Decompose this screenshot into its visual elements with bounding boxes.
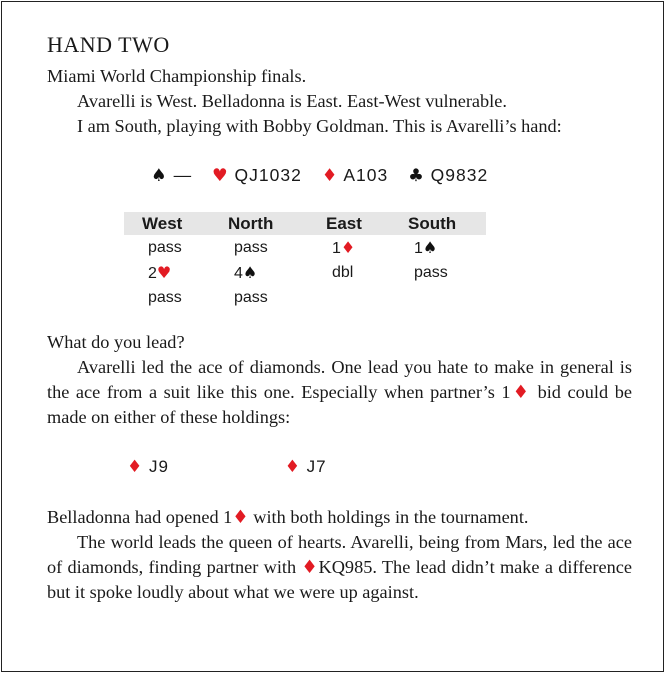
clubs-holding (408, 165, 488, 185)
page-content (47, 32, 632, 605)
hand-display (151, 163, 632, 188)
diamond-icon: ♦ (232, 507, 249, 528)
bid-cell: pass (148, 288, 182, 306)
diamond-icon: ♦ (340, 237, 356, 257)
seating-paragraph: Avarelli is West. Belladonna is East. East-West vulnerable. (77, 91, 507, 111)
spade-icon: ♠ (242, 262, 258, 282)
header-east: East (308, 212, 390, 235)
auction-row (124, 235, 486, 260)
heart-icon: ♥ (156, 262, 172, 282)
intro-paragraph: I am South, playing with Bobby Goldman. This is Avarelli’s hand: (77, 116, 562, 136)
auction-row (124, 285, 486, 310)
lead-question: What do you lead? (47, 332, 185, 352)
holding-cards: J7 (306, 457, 327, 476)
analysis-text-end: bid could be made on either of these holdings: (47, 382, 632, 427)
page-frame (1, 1, 664, 672)
holding-example (285, 457, 327, 476)
conclusion-text: The world leads the queen of hearts. Avarelli, being from Mars, led the ace of diamonds, finding partner with (47, 532, 632, 577)
analysis-text: Avarelli led the ace of diamonds. One lead you hate to make in general is the ace from a suit like this one. Especially when partner’s (47, 357, 632, 402)
bid-cell: pass (234, 238, 268, 256)
spade-icon: ♠ (151, 166, 168, 186)
spades-holding (151, 165, 198, 185)
conclusion-text-end: . The lead didn’t make a difference but it spoke loudly about what we were up against. (47, 557, 632, 602)
opening-paragraph (47, 505, 632, 530)
diamond-icon: ♦ (127, 457, 144, 477)
section-heading: HAND TWO (47, 32, 170, 57)
diamonds-cards: A103 (343, 165, 389, 185)
bid-cell: dbl (332, 263, 354, 281)
club-icon: ♣ (408, 166, 425, 186)
auction-row (124, 260, 486, 285)
spades-cards: — (173, 165, 193, 185)
analysis-paragraph (47, 355, 632, 430)
header-west: West (124, 212, 210, 235)
opening-text: Belladonna had opened 1 (47, 507, 233, 527)
bid-cell (390, 285, 486, 310)
diamond-icon: ♦ (301, 557, 319, 578)
heart-icon: ♥ (211, 166, 229, 186)
bid-cell: 2♥ (148, 262, 172, 282)
bid-cell: pass (414, 263, 448, 281)
conclusion-paragraph (47, 530, 632, 605)
example-holdings (127, 455, 632, 479)
event-line: Miami World Championship finals. (47, 66, 307, 86)
opening-text-end: with both holdings in the tournament. (248, 507, 529, 527)
bid-cell: 4♠ (234, 262, 258, 282)
diamond-icon: ♦ (321, 166, 339, 186)
holding-example (127, 457, 175, 476)
auction-header-row (124, 212, 486, 235)
bid-cell: 1♠ (414, 237, 438, 257)
hearts-cards: QJ1032 (234, 165, 302, 185)
bid-cell (308, 285, 390, 310)
diamond-icon: ♦ (284, 457, 301, 477)
diamond-icon: ♦ (510, 382, 531, 403)
header-north: North (210, 212, 308, 235)
bid-cell: pass (148, 238, 182, 256)
bid-level: 1 (501, 382, 511, 402)
bid-cell: 1♦ (332, 237, 356, 257)
clubs-cards: Q9832 (430, 165, 489, 185)
hearts-holding (212, 165, 308, 185)
spade-icon: ♠ (422, 237, 438, 257)
diamonds-holding (322, 165, 394, 185)
bid-cell: pass (234, 288, 268, 306)
holding-cards: J9 (148, 457, 169, 476)
partner-holding: KQ985 (318, 557, 373, 577)
header-south: South (390, 212, 486, 235)
auction-table (124, 212, 486, 310)
